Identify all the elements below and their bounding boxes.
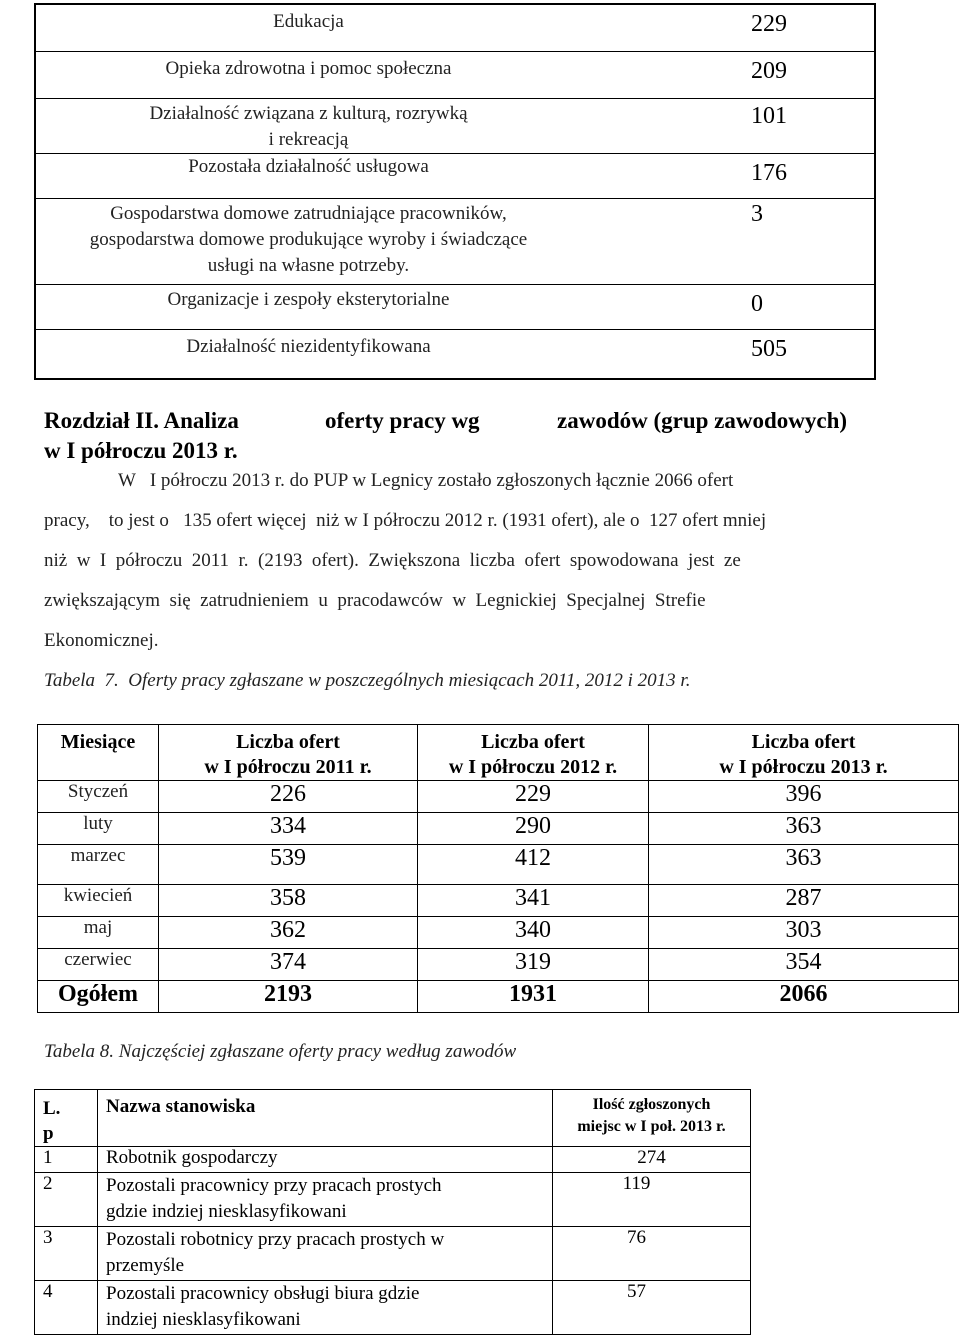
value-2013: 363 xyxy=(649,845,959,885)
header-2011: Liczba ofert w I półroczu 2011 r. xyxy=(159,725,418,781)
month-cell: kwiecień xyxy=(38,885,159,917)
month-cell: luty xyxy=(38,813,159,845)
paragraph-line: pracy, to jest o 135 ofert więcej niż w I półroczu 2012 r. (1931 ofert), ale o 127 ofert mniej xyxy=(44,510,767,531)
sector-label: Pozostała działalność usługowa xyxy=(35,153,581,198)
value-2012: 229 xyxy=(418,781,649,813)
value-2012: 290 xyxy=(418,813,649,845)
occupation-cell: Robotnik gospodarczy xyxy=(98,1147,553,1173)
total-2013: 2066 xyxy=(649,981,959,1013)
sector-value: 505 xyxy=(581,329,875,379)
table-row xyxy=(38,813,959,845)
table-row xyxy=(38,845,959,885)
table8-caption: Tabela 8. Najczęściej zgłaszane oferty pracy według zawodów xyxy=(44,1041,517,1062)
sector-value: 3 xyxy=(581,198,875,284)
table-row xyxy=(35,153,875,198)
paragraph-line: W I półroczu 2013 r. do PUP w Legnicy zostało zgłoszonych łącznie 2066 ofert xyxy=(118,470,734,491)
table-row xyxy=(35,1281,751,1335)
occupation-cell: Pozostali pracownicy obsługi biura gdzie indziej niesklasyfikowani xyxy=(98,1281,553,1335)
count-cell: 76 xyxy=(553,1227,751,1281)
sector-value: 209 xyxy=(581,51,875,98)
table-row xyxy=(35,1227,751,1281)
section-heading-part3: zawodów (grup zawodowych) xyxy=(557,408,848,433)
lp-cell: 2 xyxy=(35,1173,98,1227)
sector-value: 0 xyxy=(581,284,875,329)
lp-cell: 1 xyxy=(35,1147,98,1173)
section-heading-part2: oferty pracy wg xyxy=(325,408,480,433)
header-name: Nazwa stanowiska xyxy=(98,1090,553,1147)
total-2011: 2193 xyxy=(159,981,418,1013)
value-2013: 396 xyxy=(649,781,959,813)
value-2012: 319 xyxy=(418,949,649,981)
sector-value: 229 xyxy=(581,4,875,51)
table-row xyxy=(35,1173,751,1227)
month-cell: maj xyxy=(38,917,159,949)
value-2012: 341 xyxy=(418,885,649,917)
sector-label: Edukacja xyxy=(35,4,581,51)
lp-cell: 3 xyxy=(35,1227,98,1281)
count-cell: 274 xyxy=(553,1147,751,1173)
value-2011: 358 xyxy=(159,885,418,917)
sector-label: Opieka zdrowotna i pomoc społeczna xyxy=(35,51,581,98)
value-2013: 354 xyxy=(649,949,959,981)
month-cell: marzec xyxy=(38,845,159,885)
total-2012: 1931 xyxy=(418,981,649,1013)
value-2013: 287 xyxy=(649,885,959,917)
value-2011: 362 xyxy=(159,917,418,949)
table-row xyxy=(35,198,875,284)
sector-value: 101 xyxy=(581,98,875,153)
table-row xyxy=(35,98,875,153)
total-label: Ogółem xyxy=(38,981,159,1013)
occupation-cell: Pozostali pracownicy przy pracach prostych gdzie indziej niesklasyfikowani xyxy=(98,1173,553,1227)
value-2011: 226 xyxy=(159,781,418,813)
count-cell: 119 xyxy=(553,1173,751,1227)
paragraph-line: niż w I półroczu 2011 r. (2193 ofert). Zwiększona liczba ofert spowodowana jest ze xyxy=(44,550,741,571)
table-row xyxy=(38,917,959,949)
table-row xyxy=(38,949,959,981)
header-lp: L. p xyxy=(35,1090,98,1147)
value-2012: 340 xyxy=(418,917,649,949)
month-cell: czerwiec xyxy=(38,949,159,981)
sector-label: Działalność związana z kulturą, rozrywką i rekreacją xyxy=(35,98,581,153)
top-occupations-table xyxy=(34,1089,751,1335)
lp-cell: 4 xyxy=(35,1281,98,1335)
table-row xyxy=(35,51,875,98)
value-2012: 412 xyxy=(418,845,649,885)
table-row xyxy=(35,1147,751,1173)
header-month: Miesiące xyxy=(38,725,159,781)
value-2011: 539 xyxy=(159,845,418,885)
sector-value: 176 xyxy=(581,153,875,198)
table-header-row xyxy=(35,1090,751,1147)
sector-label: Organizacje i zespoły eksterytorialne xyxy=(35,284,581,329)
section-heading-part1: Rozdział II. Analiza xyxy=(44,408,239,433)
table-row xyxy=(35,329,875,379)
table-row xyxy=(35,284,875,329)
table-row xyxy=(35,4,875,51)
month-cell: Styczeń xyxy=(38,781,159,813)
header-2012: Liczba ofert w I półroczu 2012 r. xyxy=(418,725,649,781)
table7-caption: Tabela 7. Oferty pracy zgłaszane w poszczególnych miesiącach 2011, 2012 i 2013 r. xyxy=(44,670,691,691)
value-2011: 374 xyxy=(159,949,418,981)
occupation-cell: Pozostali robotnicy przy pracach prostych w przemyśle xyxy=(98,1227,553,1281)
sector-label: Działalność niezidentyfikowana xyxy=(35,329,581,379)
sector-label: Gospodarstwa domowe zatrudniające pracowników, gospodarstwa domowe produkujące wyroby i świadczące usługi na własne potrzeby. xyxy=(35,198,581,284)
table-header-row xyxy=(38,725,959,781)
value-2013: 363 xyxy=(649,813,959,845)
section-heading-line2: w I półroczu 2013 r. xyxy=(44,438,238,463)
paragraph-line: zwiększającym się zatrudnieniem u pracodawców w Legnickiej Specjalnej Strefie xyxy=(44,590,706,611)
paragraph-line: Ekonomicznej. xyxy=(44,630,159,651)
table-row xyxy=(38,885,959,917)
value-2011: 334 xyxy=(159,813,418,845)
sector-table xyxy=(34,3,876,380)
count-cell: 57 xyxy=(553,1281,751,1335)
offers-by-month-table xyxy=(37,724,959,1013)
value-2013: 303 xyxy=(649,917,959,949)
header-2013: Liczba ofert w I półroczu 2013 r. xyxy=(649,725,959,781)
header-count: Ilość zgłoszonych miejsc w I poł. 2013 r. xyxy=(553,1090,751,1147)
table-row xyxy=(38,781,959,813)
total-row xyxy=(38,981,959,1013)
